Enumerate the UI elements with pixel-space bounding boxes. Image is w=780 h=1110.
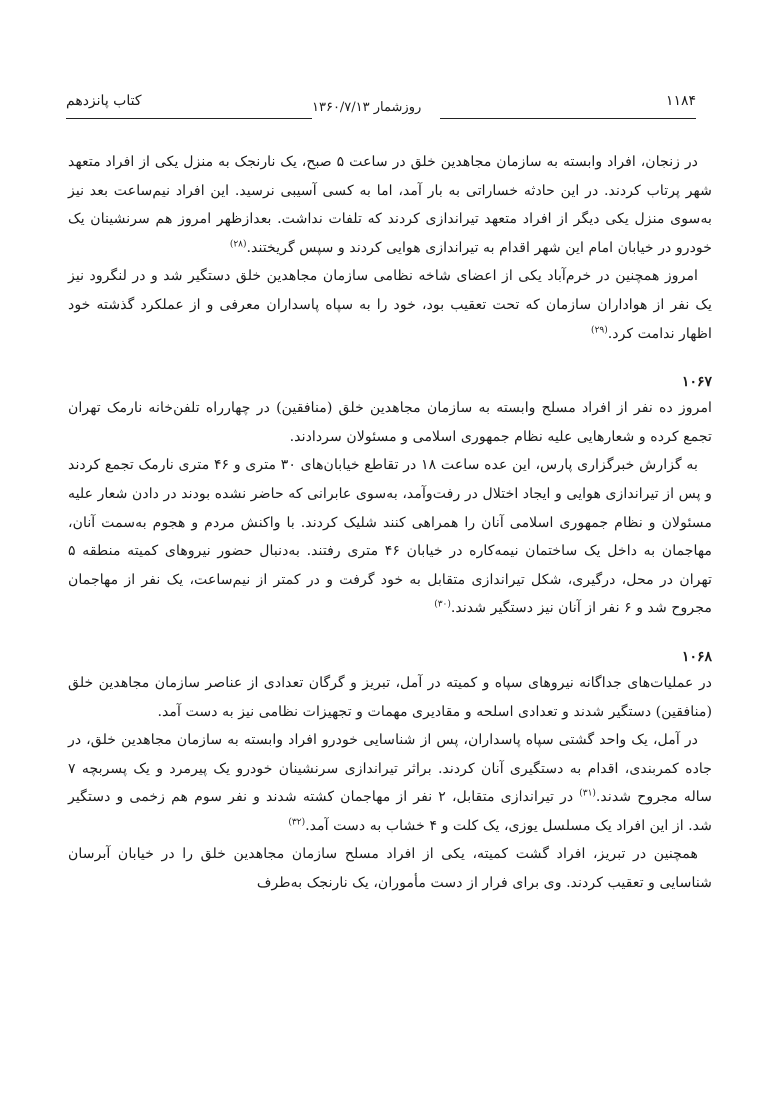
diary-date-label: روزشمار ۱۳۶۰/۷/۱۳ bbox=[312, 100, 422, 115]
paragraph: همچنین در تبریز، افراد گشت کمیته، یکی از افراد مسلح سازمان مجاهدین خلق را در خیابان آبرسان شناسایی و تعقیب کردند. وی برای فرار از دست مأموران، یک نارنجک به‌طرف bbox=[68, 846, 712, 892]
paragraph-text: امروز همچنین در خرم‌آباد یکی از اعضای شاخه نظامی سازمان مجاهدین خلق دستگیر شد و در لنگرود نیز یک نفر از هواداران سازمان که تحت تعقیب بود، خود را به سپاه پاسداران معرفی و از عملکرد گذشته خود اظهار ندامت کرد. bbox=[68, 268, 712, 342]
footnote-ref: (۳۰) bbox=[434, 599, 451, 610]
paragraph: امروز ده نفر از افراد مسلح وابسته به سازمان مجاهدین خلق (منافقین) در چهارراه تلفن‌خانه نارمک تهران تجمع کرده و شعارهایی علیه نظام جمهوری اسلامی و مسئولان سردادند. bbox=[68, 400, 712, 445]
paragraph bbox=[68, 148, 712, 262]
paragraph-text: به گزارش خبرگزاری پارس، این عده ساعت ۱۸ در تقاطع خیابان‌های ۳۰ متری و ۴۶ متری نارمک تجمع کردند و پس از تیراندازی هوایی و ایجاد اختلال در رفت‌وآمد، به‌سوی عابرانی که حاضر نشده بودند در دادن شعار علیه مسئولان و نظام جمهوری اسلامی آنان را همراهی کنند شلیک کردند. با واکنش مردم و هجوم به‌سمت آنان، مهاجمان به داخل یک ساختمان نیمه‌کاره در خیابان ۴۶ متری رفتند. به‌دنبال حضور نیروهای کمیته منطقه ۵ تهران در محل، درگیری، شکل تیراندازی متقابل به خود گرفت و در کمتر از نیم‌ساعت، یک نفر از مهاجمان مجروح شد و ۶ نفر از آنان نیز دستگیر شدند. bbox=[68, 457, 712, 617]
paragraph bbox=[68, 726, 712, 840]
page-body bbox=[68, 148, 712, 898]
footnote-ref: (۳۲) bbox=[288, 817, 306, 828]
book-title: کتاب پانزدهم bbox=[66, 93, 142, 109]
footnote-ref: (۲۹) bbox=[591, 324, 608, 335]
paragraph-text: در زنجان، افراد وابسته به سازمان مجاهدین خلق در ساعت ۵ صبح، یک نارنجک به منزل یکی از افراد متعهد شهر پرتاب کردند. در این حادثه خساراتی به بار آمد، اما به کسی آسیبی نرسید. این افراد نیم‌ساعت بعد نیز به‌سوی منزل یکی دیگر از افراد متعهد تیراندازی کردند که تلفات نداشت. بعدازظهر امروز هم سرنشینان یک خودرو در خیابان امام این شهر اقدام به تیراندازی هوایی کردند و سپس گریختند. bbox=[68, 154, 712, 256]
header-rule-left bbox=[66, 118, 312, 119]
entry-number: ۱۰۶۷ bbox=[681, 374, 712, 391]
page-number: ۱۱۸۴ bbox=[665, 93, 696, 109]
paragraph-text: در آمل، یک واحد گشتی سپاه پاسداران، پس از شناسایی خودرو افراد وابسته به سازمان مجاهدین خلق، در جاده کمربندی، اقدام به دستگیری آنان کردند. براثر تیراندازی سرنشینان خودرو یک پیرمرد و یک پسربچه ۷ ساله مجروح شدند. bbox=[68, 732, 713, 806]
header-rule-right bbox=[440, 118, 696, 119]
entry-number: ۱۰۶۸ bbox=[681, 648, 712, 665]
paragraph bbox=[68, 451, 712, 623]
paragraph: در عملیات‌های جداگانه نیروهای سپاه و کمیته در آمل، تبریز و گرگان تعدادی از عناصر سازمان مجاهدین خلق (منافقین) دستگیر شدند و تعدادی اسلحه و مقادیری مهمات و تجهیزات نظامی نیز به دست آمد. bbox=[68, 674, 712, 720]
paragraph bbox=[68, 262, 712, 348]
footnote-ref: (۳۱) bbox=[579, 788, 596, 799]
paragraph-text: در تیراندازی متقابل، ۲ نفر از مهاجمان کشته شدند و نفر سوم هم زخمی و دستگیر شد. از این افراد یک مسلسل یوزی، یک کلت و ۴ خشاب به دست آمد. bbox=[68, 789, 712, 834]
footnote-ref: (۲۸) bbox=[229, 239, 247, 250]
